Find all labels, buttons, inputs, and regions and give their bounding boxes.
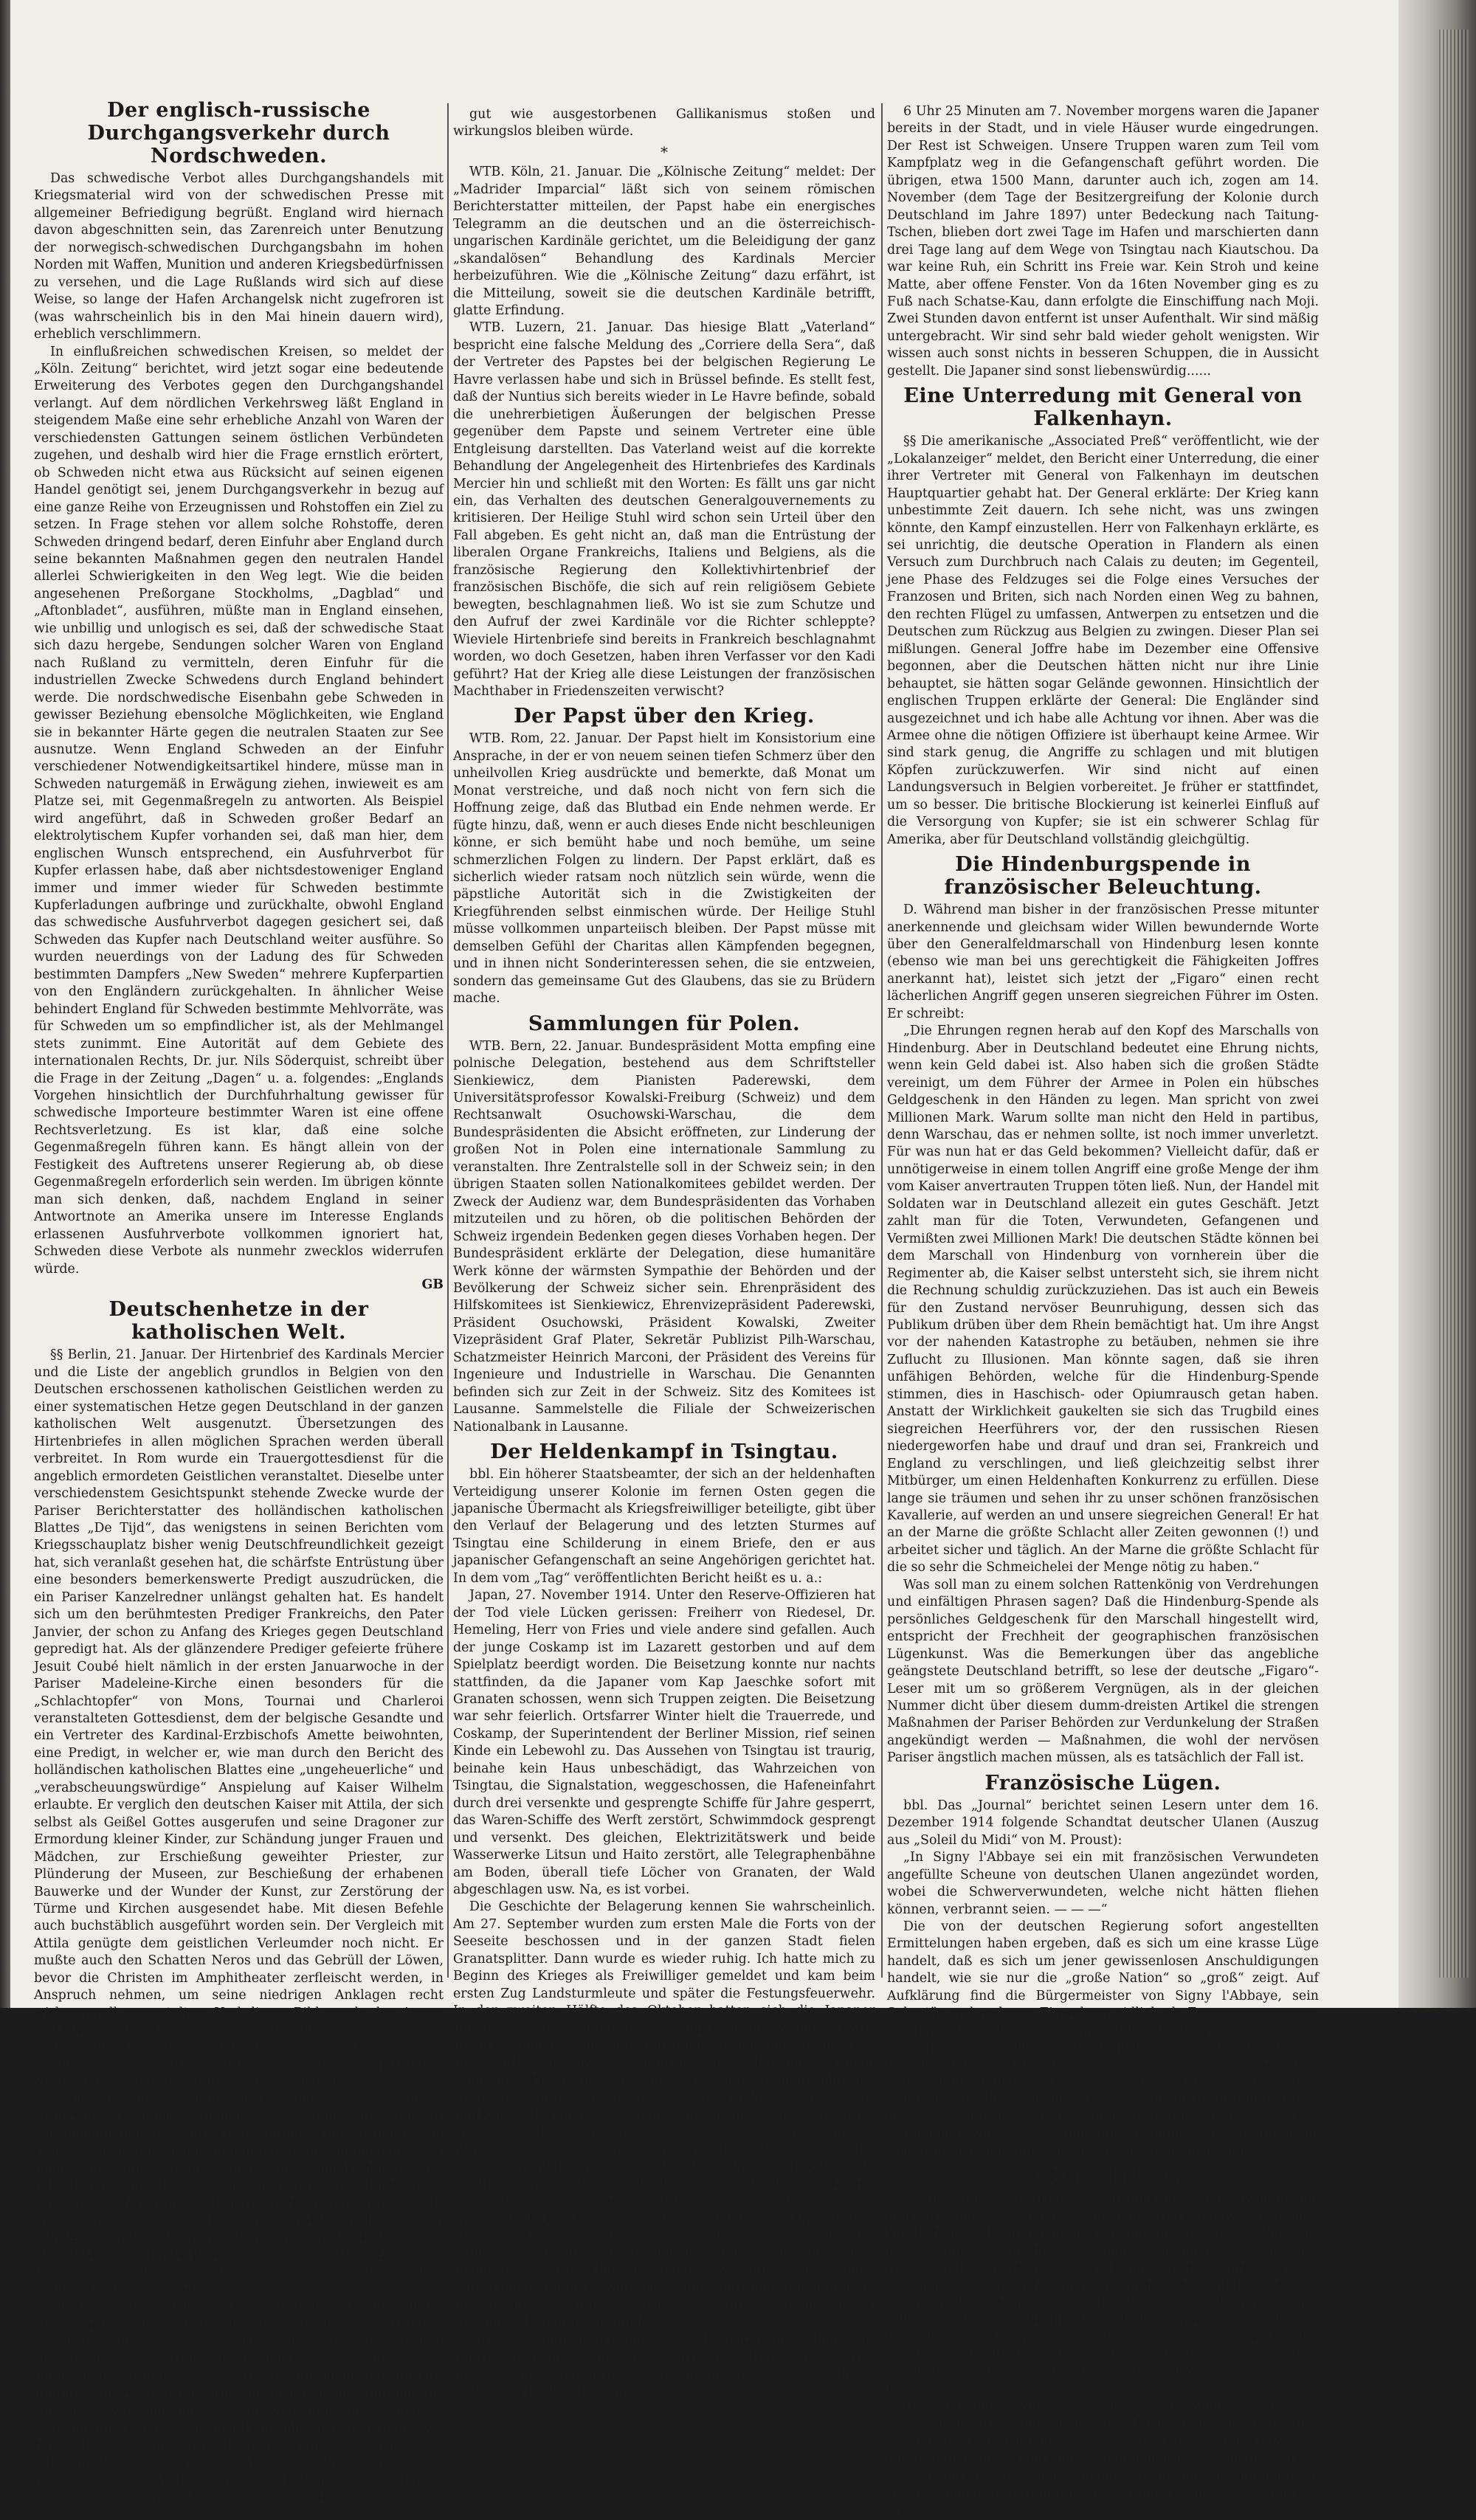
torn-left-edge xyxy=(0,0,10,2008)
article-headline: Der englisch-russische Durchgangsverkehr durch Nordschweden. xyxy=(87,99,390,168)
column-rule xyxy=(881,103,883,1978)
article-paragraph: — Die Frage der Arbeitsvermittlung für Kriegsinvaliden hat den Vorstand des Verbandes Deutscher Arbeitsnachweise in einer kürzlich in Berlin abgehaltenen Sitzung beschäftigt. Der Verband hat an sämtliche angeschlossenen Deutschen Arbeitsnachweisverbände ein Rundschreiben erlassen, in welchem diese Angelegenheit besonders behandelt wird. Die Kriegsinvaliden können ebenfalls, die rege Beteiligung als eine selbstverständliche Pflicht der Arbeitsnachweis-Organisationen bezeichnet wird. Eine Sitzung des Ausschusses des Verbandes Deutscher Arbeitsnachweise in Berlin ist zusammen getreten, damit das Ergebnis zur Erörterung stand, ihre Lösung gefunden hat. xyxy=(887,2192,1319,2398)
article-paragraph: 6 Uhr 25 Minuten am 7. November morgens waren die Japaner bereits in der Stadt, und in viele Häuser wurde eingedrungen. Der Rest ist Schweigen. Unsere Truppen waren zum Teil vom Kampfplatz weg in die Gefangenschaft geführt worden. Die übrigen, etwa 1500 Mann, darunter auch ich, zogen am 14. November (dem Tage der Besitzergreifung der Kolonie durch Deutschland im Jahre 1897) unter Bedeckung nach Taitung-Tschen, blieben dort zwei Tage im Hafen und marschierten dann drei Tage lang auf dem Wege von Tsingtau nach Kiautschou. Da war keine Ruh, ein Schritt ins Freie war. Kein Stroh und keine Matte, aber offene Fenster. Von da 16ten November ging es zu Fuß nach Schatse-Kau, dann erfolgte die Einschiffung nach Moji. Zwei Stunden davon entfernt ist unser Aufenthalt. Wir sind mäßig untergebracht. Wir sind sehr bald wieder geholt wenigsten. Wir wissen auch sonst nichts in besseren Schuppen, die in Aussicht gestellt. Die Japaner sind sonst liebenswürdig...... xyxy=(887,104,1319,379)
article-paragraph: D. Während man bisher in der französischen Presse mitunter anerkennende und gleichsam wider Willen bewundernde Worte über den Generalfeldmarschall von Hindenburg lesen konnte (ebenso wie man bei uns gerechtigkeit die Fähigkeiten Joffres anerkannt hat), leistet sich jetzt der „Figaro“ einen recht lächerlichen Angriff gegen unseren siegreichen Führer im Osten. Er schreibt: xyxy=(887,902,1319,1021)
book-page-edges xyxy=(1399,0,1476,2008)
article-paragraph: WTB. Köln, 21. Januar. Die „Kölnische Zeitung“ meldet: Der „Madrider Imparcial“ läßt sich von seinem römischen Berichterstatter mitteilen, der Papst habe ein energisches Telegramm an die deutschen und an die österreichisch-ungarischen Kardinäle gerichtet, um die Beleidigung der ganz „skandalösen“ Behandlung des Kardinals Mercier herbeizuführen. Wie die „Kölnische Zeitung“ dazu erfährt, ist die Mitteilung, soweit sie die deutschen Kardinäle betrifft, glatte Erfindung. xyxy=(453,165,875,318)
article-headline: Der Heldenkampf in Tsingtau. xyxy=(490,1440,838,1464)
article-headline: Der Papst über den Krieg. xyxy=(514,705,815,728)
article-headline: Französische Lügen. xyxy=(984,1771,1221,1795)
article-paragraph: WTB. Rom, 22. Januar. Der Papst hielt im Konsistorium eine Ansprache, in der er von neuem seinen tiefen Schmerz über den unheilvollen Krieg ausdrückte und bemerkte, daß Monat um Monat verstreiche, und daß noch nicht von fern sich die Hoffnung zeige, daß das Blutbad ein Ende nehmen werde. Er fügte hinzu, daß, wenn er auch dieses Ende nicht beschleunigen könne, er sich bemüht habe und noch bemühe, um seine schmerzlichen Folgen zu lindern. Der Papst erklärt, daß es sicherlich wieder ratsam noch nützlich sein würde, wenn die päpstliche Autorität sich in die Zwistigkeiten der Kriegführenden selbst einmischen würde. Der Heilige Stuhl müsse vollkommen unparteiisch bleiben. Der Papst müsse mit demselben Gefühl der Charitas allen Kämpfenden begegnen, und in ihnen nicht Sonderinteressen sehen, die sie entzweien, sondern das gemeinsame Gut des Glaubens, das sie zu Brüdern mache. xyxy=(453,731,875,1007)
article-paragraph: Was soll man zu einem solchen Rattenkönig von Verdrehungen und einfältigen Phrasen sagen? Daß die Hindenburg-Spende als persönliches Geldgeschenk für den Marschall hingestellt wird, entspricht der Frechheit der geographischen französischen Lügenkunst. Was die Bemerkungen über das angebliche geängstete Deutschland betrifft, so lese der deutsche „Figaro“-Leser mit um so größerem Vergnügen, als in der gleichen Nummer dicht über diesem dumm-dreisten Artikel die strengen Maßnahmen der Pariser Behörden zur Verdunkelung der Straßen angekündigt werden — Maßnahmen, die wohl der nervösen Pariser ängstlich machen müssen, als es tatsächlich der Fall ist. xyxy=(887,1577,1319,1766)
column-3 xyxy=(887,103,1319,2519)
column-rule xyxy=(447,103,449,1978)
article-paragraph: Das schwedische Verbot alles Durchgangshandels mit Kriegsmaterial wird von der schwedischen Presse mit allgemeiner Befriedigung begrüßt. England wird hiernach davon abgeschnitten sein, das Zarenreich unter Benutzung der norwegisch-schwedischen Durchgangsbahn im hohen Norden mit Waffen, Munition und anderen Kriegsbedürfnissen zu versehen, und die Lage Rußlands wird sich auf diese Weise, so lange der Hafen Archangelsk nicht zugefroren ist (was wahrscheinlich bis in den Mai hinein dauern wird), erheblich verschlimmern. xyxy=(34,171,444,342)
article-paragraph: Am 7. November, morgens drei Uhr setzte der allgemeine Angriff auf Tsingtau ein. Unsere Forts und Batterien verfeuerten ihre letzten Granaten und dann sprengten sie ihre Geschütze und flogen in die Luft. Um xyxy=(453,2332,875,2400)
article-paragraph: „Die Ehrungen regnen herab auf den Kopf des Marschalls von Hindenburg. Aber in Deutschland bedeutet eine Ehrung nichts, wenn kein Geld dabei ist. Also haben sich die großen Städte vereinigt, um dem Führer der Armee in Polen ein hübsches Geldgeschenk in den Händen zu legen. Man spricht von zwei Millionen Mark. Warum sollte man nicht den Held in partibus, denn Warschau, das er nehmen sollte, ist noch immer unverletzt. Für was nun hat er das Geld bekommen? Vielleicht dafür, daß er unnötigerweise in einem tollen Angriff eine große Menge der ihm vom Kaiser anvertrauten Truppen töten ließ. Nun, der Handel mit Soldaten war in Deutschland allezeit ein gutes Geschäft. Jetzt zahlt man für die Toten, Verwundeten, Gefangenen und Vermißten zwei Millionen Mark! Die deutschen Städte können bei dem Marschall von Hindenburg von vornherein über die Regimenter ab, die Kaiser selbst untersteht sich, sie ihrem nicht die Rechnung schuldig zurückzuziehen. Das ist auch ein Beweis für den Zustand nervöser Beunruhigung, dessen sich das Publikum drüben über dem Rhein bemächtigt hat. Um ihre Angst vor der nahenden Katastrophe zu betäuben, nehmen sie ihre Zuflucht zu Illusionen. Man könnte sagen, daß sie ihren unfähigen Behörden, welche für die Hindenburg-Spende stimmen, dies in Haschisch- oder Opiumrausch getan haben. Anstatt der Wirklichkeit gaukelten sie sich das Trugbild eines siegreichen Heerführers vor, der den russischen Riesen niedergeworfen habe und drauf und dran sei, Frankreich und England zu verschlingen, und ließ gleichzeitig selbst ihrer Mitbürger, um einen Heldenhaften Konkurrenz zu erfüllen. Diese lange sie träumen und sehen ihr zu unser schönen französischen Kavallerie, auf werden an und unsere siegreichen General! Er hat an der Marne die größte Schlacht aller Zeiten gewonnen (!) und arbeitet sicher und täglich. An der Marne die größte Schlacht für die so sehr die Schmeichelei der Menge nötig zu haben.“ xyxy=(887,1023,1319,1575)
article-paragraph: Japan, 27. November 1914. Unter den Reserve-Offizieren hat der Tod viele Lücken gerissen: Freiherr von Riedesel, Dr. Hemeling, Herr von Fries und viele andere sind gefallen. Auch der junge Coskamp ist im Lazarett gestorben und auf dem Spielplatz beerdigt worden. Die Beisetzung konnte nur nachts stattfinden, da die Japaner vom Kap Jaeschke sofort mit Granaten schossen, wenn sich Truppen zeigten. Die Beisetzung war sehr feierlich. Ortsfarrer Winter hielt die Trauerrede, und Coskamp, der Superintendent der Berliner Mission, rief seinen Kinde ein Lebewohl zu. Das Aussehen von Tsingtau ist traurig, beinahe kein Haus unbeschädigt, das Wahrzeichen von Tsingtau, die Signalstation, weggeschossen, die Hafeneinfahrt durch drei versenkte und gesprengte Schiffe für Jahre gesperrt, das Waren-Schiffe des Werft zerstört, Schwimmdock gesprengt und versenkt. Des gleichen, Elektrizitätswerk und beide Wasserwerke Litsun und Haito zerstört, alle Telegraphenbähne am Boden, überall tiefe Löcher von Granaten, der Wald abgeschlagen usw. Na, es ist vorbei. xyxy=(453,1588,875,1897)
author-signature: GB xyxy=(421,1277,444,1292)
article-paragraph: §§ Berlin, 21. Januar. Der Hirtenbrief des Kardinals Mercier und die Liste der angeblich grundlos in Belgien von den Deutschen erschossenen katholischen Geistlichen werden zu einer systematischen Hetze gegen Deutschland in der ganzen katholischen Welt ausgenutzt. Übersetzungen des Hirtenbriefes in allen möglichen Sprachen werden überall verbreitet. In Rom wurde ein Trauergottesdienst für die angeblich ermordeten Geistlichen veranstaltet. Dieselbe unter verschiedenstem Gesichtspunkt stehende Zwecke wurde der Pariser Berichterstatter des holländischen katholischen Blattes „De Tijd“, das wenigstens in seinen Berichten vom Kriegsschauplatz bisher wenig Deutschfreundlichkeit gezeigt hat, sich veranlaßt gesehen hat, die schärfste Entrüstung über eine besonders bemerkenswerte Predigt auszudrücken, die ein Pariser Kanzelredner unlängst gehalten hat. Es handelt sich um den berühmtesten Prediger Frankreichs, den Pater Janvier, der schon zu Anfang des Krieges gegen Deutschland gepredigt hat. Als der glänzendere Prediger gefeierte frühere Jesuit Coubé hielt nämlich in der ersten Januarwoche in der Pariser Madeleine-Kirche einen besonders für die „Schlachtopfer“ von Mons, Tournai und Charleroi veranstalteten Gottesdienst, dem der belgische Gesandte und ein Vertreter des Kardinal-Erzbischofs Amette beiwohnten, eine Predigt, in welcher er, wie man durch den Bericht des holländischen katholischen Blattes eine „ungeheuerliche“ und „verabscheuungswürdige“ Anspielung auf Kaiser Wilhelm erlaubte. Er verglich den deutschen Kaiser mit Attila, der sich selbst als Geißel Gottes ausgerufen und seine Dragoner zur Ermordung kleiner Kinder, zur Schändung junger Frauen und Mädchen, zur Erschießung geweihter Priester, zur Plünderung der Museen, zur Beschießung der erhabenen Bauwerke und der Wunder der Kunst, zur Zerstörung der Türme und Kirchen ausgesendet habe. Mit diesen Befehle auch buchstäblich ausgeführt worden sein. Der Vergleich mit Attila genügte dem geistlichen Verleumder noch nicht. Er mußte auch den Schatten Neros und das Gebrüll der Löwen, bevor die Christen im Amphitheater zerfleischt werden, in Anspruch nehmen, um seine niedrigen Anklagen recht wirkungsvoll zu gestalten. Und dieses Bild wurde den Augen und Ohren seiner frommen Zuhörer beschworen. xyxy=(34,1347,444,2038)
article-paragraph: „In Signy l'Abbaye sei ein mit französischen Verwundeten angefüllte Scheune von deutschen Ulanen angezündet worden, wobei die Schwerverwundeten, welche nicht hätten fliehen können, verbrannt seien. — — —“ xyxy=(887,1850,1319,1917)
article-paragraph: Jetzt ist dieser Fanatismus zum Teil auch in Belgien übertragen worden, so daß bis die Kanzel der christlichen Kirche für solche fremde Zwecke benutzt wird. Das ist aber auch in der Pariser Hauptkirche, der Madeleine, der Kanzel mißbraucht worden ist.“ Es wäre zu wünschen, daß die von dem Berichterstatter der „Tijd“ ausgesprochene Hoffnung auf die Zurechtweisung der Prediger vom dem Gipfel nicht in Ermangelung fanatiker in Erfüllung gehe. Papst Benedikt XV. hat sich seit seiner Thronbesteigung die Geistlichkeit in solchem Sinne ermahnt. Es ist aber zu fürchten, daß bei den französischen Geistlichen eine Wiederholung dieser Mahnung des Papstes auf ein Wiedererwachen des Gott xyxy=(34,2299,444,2505)
article-paragraph: WTB. Bern, 22. Januar. Bundespräsident Motta empfing eine polnische Delegation, bestehend aus dem Schriftsteller Sienkiewicz, dem Pianisten Paderewski, dem Universitätsprofessor Kowalski-Freiburg (Schweiz) und dem Rechtsanwalt Osuchowski-Warschau, die dem Bundespräsidenten die Absicht eröffneten, zur Linderung der großen Not in Polen eine internationale Sammlung zu veranstalten. Ihre Zentralstelle soll in der Schweiz sein; in den übrigen Staaten sollen Nationalkomitees gebildet werden. Der Zweck der Audienz war, dem Bundespräsidenten das Vorhaben mitzuteilen und zu hören, ob die politischen Behörden der Schweiz irgendein Bedenken gegen dieses Vorhaben hegen. Der Bundespräsident erklärte der Delegation, diese humanitäre Werk könne der wärmsten Sympathie der Behörden und der Bevölkerung der Schweiz sicher sein. Ehrenpräsident des Hilfskomitees ist Sienkiewicz, Ehrenvizepräsident Paderewski, Präsident Osuchowski, Präsident Kowalski, Zweiter Vizepräsident Graf Plater, Sekretär Publizist Pilh-Warschau, Schatzmeister Heinrich Marconi, der Präsident des Vereins für Ingenieure und Industrielle in Warschau. Die Genannten befinden sich zur Zeit in der Schweiz. Sitz des Komitees ist Lausanne. Sammelstelle die Filiale der Schweizerischen Nationalbank in Lausanne. xyxy=(453,1038,875,1435)
article-paragraph: Die von der deutschen Regierung sofort angestellten Ermittelungen haben ergeben, daß es sich um eine krasse Lüge handelt, daß es sich um jener gewissenlosen Anschuldigungen handelt, wie sie nur die „große Nation“ so „groß“ zeigt. Auf Aufklärung find die Bürgermeister von Signy l'Abbaye, sein Sekretär und mehrere Einwohner eidlich als Zeugen vernommen worden. Sie haben ausgesagt, daß allerdings eine Scheune während des Gefechts am 28. August verbrannt ist, daß aber in ihr sich niemand befunden war; Verwundete seien vorher nach Signy und Saulces gebracht worden, und Franzosen und Deutsche; sie alle seien auch in einer Scheune untergebracht und dort von deutschen Ärzten aufopfernd ohne Unterschied der Nationalität versorgt worden; die Scheune stehe heute noch; weder in noch bei Signy sei ein Verwundeter verbrannt. xyxy=(887,1919,1319,2159)
article-paragraph: bbl. Ein höherer Staatsbeamter, der sich an der heldenhaften Verteidigung unserer Kolonie im fernen Osten gegen die japanische Übermacht als Kriegsfreiwilliger beteiligte, gibt über den Verlauf der Belagerung und des letzten Sturmes auf Tsingtau eine Schilderung in einem Briefe, den er aus japanischer Gefangenschaft an seine Angehörigen gerichtet hat. In dem vom „Tag“ veröffentlichten Bericht heißt es u. a.: xyxy=(453,1467,875,1586)
page-stack-lines xyxy=(1439,30,1469,1978)
column-2 xyxy=(453,106,875,2400)
article-paragraph: Den vielfachen Wünschen entgegenzukommen, richtet der Lette-Verein in Berlin einen Kriegskochkursus für bedürftige Frauen des Mittelstandes ein. Der Kochkursus soll theoretisch und praktisch die Frauen anleiten, den heutigen Bedürfnissen der Zeit Rechnung zu tragen, um mit Kosten der Bedingungen ist ausgezeichnet. Ein Honorar wird erhoben, um die Kosten der Kurses zu decken. xyxy=(887,2399,1319,2519)
article-paragraph: Der holländische Berichterstatter spricht die Hoffnung aus, Prediger wie Coubé würden von ihren geistlichen Vorgesetzten darauf aufmerksam gemacht werden, daß derartige zügellose Ausfälle die Religion der Liebe nur in Mißkredit bringen können. Er stellt in diesem Zusammenhange fest, daß dieses Verhalten das Verhalten der französischen Geistlichen gegenüber Deutschland entgegen, indem er sagt: „Bereits mehr als einmal haben sich mißbilligend auf die wirklich chauvinistische Maßlosigkeit eines Teiles der französischen Geistlichkeit hingewiesen, die wohl aus französischem Patriotismus schuldig macht an einem schmählichen Verhalten und dem Ansehen der katholischen Geistlichkeit, in der Welt nur schaden kann. Ganz besonders in den jüngsten Monaten sehr zurückhaltend über Deutschlands Feinde äußert. xyxy=(34,2040,444,2297)
article-paragraph: §§ Die amerikanische „Associated Preß“ veröffentlicht, wie der „Lokalanzeiger“ meldet, den Bericht einer Unterredung, die einer ihrer Vertreter mit General von Falkenhayn im deutschen Hauptquartier gehabt hat. Der General erklärte: Der Krieg kann unbestimmte Zeit dauern. Ich sehe nicht, was uns zwingen könnte, den Kampf einzustellen. Herr von Falkenhayn erklärte, es sei unrichtig, die deutsche Operation in Flandern als einen Versuch zum Durchbruch nach Calais zu deuten; im Gegenteil, jene Phase des Feldzuges sei die Folge eines Versuches der Franzosen und Briten, sich nach Norden einen Weg zu bahnen, den rechten Flügel zu umfassen, Antwerpen zu entsetzen und die Deutschen zum Rückzug aus Belgien zu zwingen. Dieser Plan sei mißlungen. General Joffre habe im Dezember eine Offensive begonnen, aber die Deutschen hätten nicht nur ihre Linie behauptet, sie hätten sogar Gelände gewonnen. Hinsichtlich der englischen Truppen erklärte der General: Die Engländer sind ausgezeichnet und ich habe alle Achtung vor ihnen. Aber was die Armee ohne die nötigen Offiziere ist überhaupt keine Armee. Wir sind stark genug, die Angriffe zu schlagen und mit blutigen Köpfen zurückzuwerfen. Wir sind nicht auf einen Landungsversuch in Belgien vorbereitet. Je früher er stattfindet, um so besser. Die britische Blockierung ist keinerlei Einfluß auf die Versorgung von Kupfer; sie ist ein schwerer Schlag für Amerika, aber für Deutschland vollständig gleichgültig. xyxy=(887,434,1319,847)
article-headline: Sammlungen für Polen. xyxy=(528,1012,801,1035)
column-1 xyxy=(34,94,444,2505)
article-headline: Deutschenhetze in der katholischen Welt. xyxy=(108,1298,369,1344)
article-headline: Eine Unterredung mit General von Falkenhayn. xyxy=(903,384,1303,431)
article-paragraph: bbl. Das „Journal“ berichtet seinen Lesern unter dem 16. Dezember 1914 folgende Schandtat deutscher Ulanen (Auszug aus „Soleil du Midi“ von M. Proust): xyxy=(887,1798,1319,1848)
article-paragraph: Die Geschichte der Belagerung kennen Sie wahrscheinlich. Am 27. September wurden zum ersten Male die Forts von der Seeseite beschossen und in der ganzen Stadt fielen Granatsplitter. Dann wurde es wieder ruhig. Ich hatte mich zu Beginn des Krieges als Freiwilliger gemeldet und kam beim ersten Zug Landsturmleute und später die Festungsfeuerwehr. In der zweiten Hälfte des Oktober hatten sich die Japaner immer mehr an Tsingtau herangezogen. Unsere Artillerie hatte in den Wochen vorher gut getroffen, so daß die Japaner mit ihren Verlusten schwer geschont hatten. Die Japaner begannen dann ihre Infanterie-Werke in den letzten Wochen sehr gut ausgebaut worden waren unter Feuer zu nehmen, und es gab nun keinen Tag mehr, an dem die Stadt nicht beschossen wurde. Die Stadt selbst wurde nur wenig beschossen. Vor mann war nirgends mehr sicher. Auch die Lazarette, das Gouvernementslazarett, Lazarett Hotel Prinz Heinrich, Lazarett Hooft, Lazarett Faber-Krankenhaus, Lazarett Hochschule und Lazarett Seemannshaus wurden mehr oder weniger systematisch beschossen. In den Schlaffaal der katholischen Missionsschwestern war ein Schrapnell, warf eine Wand um, explodierte mit 900 Kugeln, daß die Steine zehn Meter hoch flogen und durchschlug die Balken; wie durch ein Wunder wurde keine von den zwölf Schwestern getroffen. An so ging es fort. Bei unsere Artillerie war uns zwei Europäer, einer schwer, der andere leichter verwundet. xyxy=(453,1899,875,2330)
article-paragraph: WTB. Luzern, 21. Januar. Das hiesige Blatt „Vaterland“ bespricht eine falsche Meldung des „Corriere della Sera“, daß der Vertreter des Papstes bei der belgischen Regierung Le Havre verlassen habe und sich in Brüssel befinde. Es stellt fest, daß der Nuntius sich bereits wieder in Le Havre befinde, sobald die unehrerbietigen Äußerungen der belgischen Presse gegenüber dem Papste und seinem Vertreter eine üble Entgleisung darstellten. Das Vaterland weist auf die korrekte Behandlung der Angelegenheit des Hirtenbriefes des Kardinals Mercier hin und schließt mit den Worten: Es fällt uns gar nicht ein, das Verhalten des deutschen Generalgouvernements zu kritisieren. Der Heilige Stuhl wird schon sein Urteil über den Fall abgeben. Es geht nicht an, daß man die Entrüstung der liberalen Organe Frankreichs, Italiens und Belgiens, als die französische Regierung den Kollektivhirtenbrief der französischen Bischöfe, die sich auf rein religiösem Gebiete bewegten, beschlagnahmen ließ. Wo ist sie zum Schutze und den Aufruf der zwei Kardinäle vor die Richter schleppte? Wieviele Hirtenbriefe sind bereits in Frankreich beschlagnahmt worden, wo doch Gesetzen, haben ihren Verfasser vor den Kadi geführt? Hat der Krieg alle diese Leistungen der französischen Machthaber in Friedenszeiten verwischt? xyxy=(453,320,875,699)
article-paragraph: gut wie ausgestorbenen Gallikanismus stoßen und wirkungslos bleiben würde. xyxy=(453,107,875,139)
section-separator: * xyxy=(661,142,668,161)
article-paragraph: In einflußreichen schwedischen Kreisen, so meldet der „Köln. Zeitung“ berichtet, wird jetzt sogar eine bedeutende Erweiterung des Verbotes gegen den Durchgangshandel verlangt. Auf dem nördlichen Verkehrsweg läßt England in steigendem Maße eine sehr erhebliche Anzahl von Waren der verschiedensten Gattungen seinem östlichen Verbündeten zugehen, und deshalb wird hier die Frage ernstlich erörtert, ob Schweden nicht etwa aus Rücksicht auf seinen eigenen Handel genötigt sei, jenem Durchgangsverkehr in bezug auf eine ganze Reihe von Erzeugnissen und Rohstoffen ein Ziel zu setzen. In Frage stehen vor allem solche Rohstoffe, deren Schweden dringend bedarf, deren Einfuhr aber England durch seine bekannten Maßnahmen gegen den neutralen Handel allerlei Schwierigkeiten in den Weg legt. Wie die beiden angesehenen Preßorgane Stockholms, „Dagblad“ und „Aftonbladet“, ausführen, müßte man in England einsehen, wie unbillig und unlogisch es sei, daß der schwedische Staat sich dazu hergebe, Sendungen solcher Waren von England nach Rußland zu vermitteln, deren Einfuhr für die industriellen Zwecke Schwedens durch England behindert werde. Die nordschwedische Eisenbahn gebe Schweden in gewisser Beziehung ebensolche Möglichkeiten, wie England sie in bekannter Härte gegen die neutralen Staaten zur See ausnutze. Wenn England Schweden an der Einfuhr verschiedener Notwendigkeitsartikel hindere, müsse man in Schweden naturgemäß in Erwägung ziehen, inwieweit es am Platze sei, mit Gegenmaßregeln zu antworten. Als Beispiel wird angeführt, daß in Schweden großer Bedarf an elektrolytischem Kupfer vorhanden sei, daß man hier, dem englischen Wunsch entsprechend, ein Ausfuhrverbot für Kupfer erlassen habe, daß aber nichtsdestoweniger England immer und immer wieder für Schweden bestimmte Kupferladungen aufbringe und zurückhalte, obwohl England das schwedische Ausfuhrverbot dagegen gesichert sei, daß Schweden das Kupfer nach Deutschland weiter ausführe. So wurden neuerdings von der Ladung des für Schweden bestimmten Dampfers „New Sweden“ mehrere Kupferpartien von den Engländern zurückgehalten. In ähnlicher Weise behindert England für Schweden bestimmte Mehlvorräte, was für Schweden um so empfindlicher ist, als der Mehlmangel stets zunimmt. Eine Autorität auf dem Gebiete des internationalen Rechts, Dr. jur. Nils Söderquist, schreibt über die Frage in der Zeitung „Dagen“ u. a. folgendes: „Englands Vorgehen hinsichtlich der Durchfuhrhaltung gewisser für schwedische Importeure bestimmter Waren ist eine offene Rechtsverletzung. Es ist klar, daß eine solche Gegenmaßregeln führen kann. Es hängt allein von der Festigkeit des Auftretens unserer Regierung ab, ob diese Gegenmaßregeln erforderlich sein werden. Im übrigen könnte man sich denken, daß, nachdem England in seiner Antwortnote an Amerika unsere im Interesse Englands erlassenen Ausfuhrverbote vollkommen ignoriert hat, Schweden diese Verbote als nunmehr zwecklos widerrufen würde. xyxy=(34,344,444,1277)
article-headline: Die Hindenburgspende in französischer Beleuchtung. xyxy=(944,853,1262,900)
article-headline: Hilfstätigkeit. xyxy=(1021,2165,1184,2189)
